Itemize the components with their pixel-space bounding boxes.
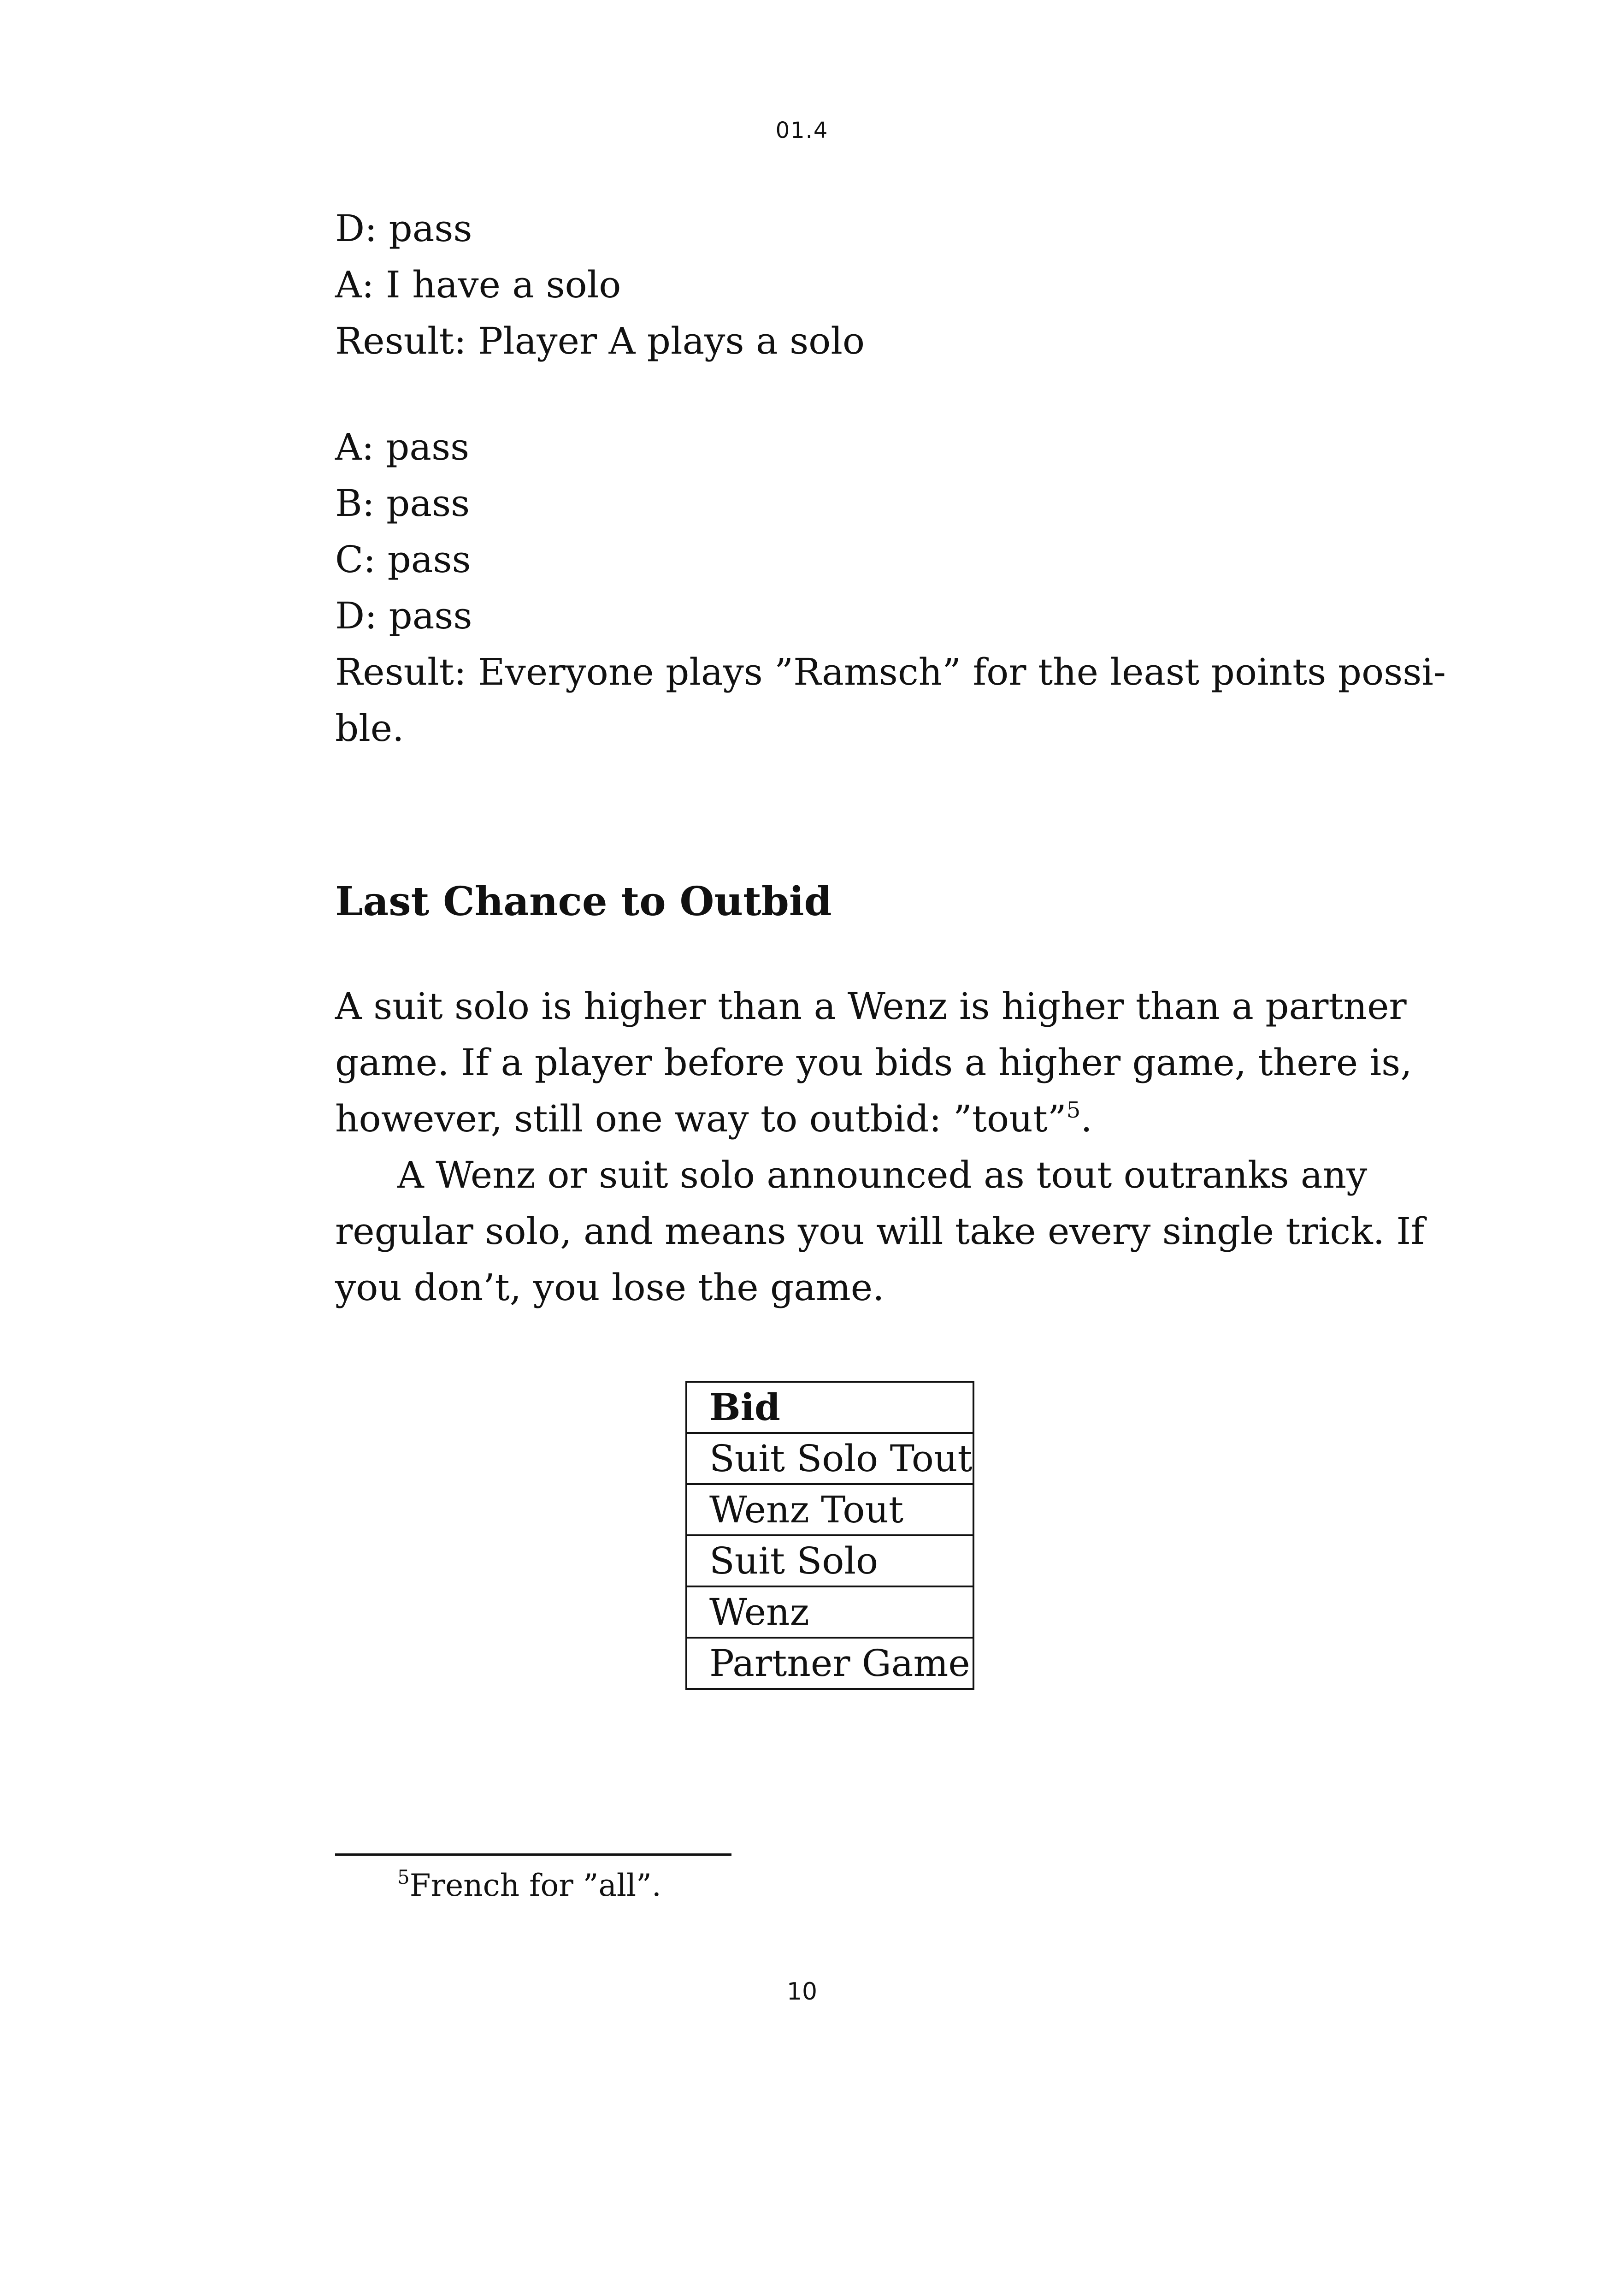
table-row	[686, 1535, 973, 1586]
table-row	[686, 1484, 973, 1535]
section-heading: Last Chance to Outbid	[335, 878, 832, 925]
bid-line: D: pass	[335, 207, 472, 250]
table-cell: Suit Solo Tout	[686, 1433, 973, 1484]
paragraph-line: regular solo, and means you will take every single trick. If	[335, 1210, 1425, 1253]
table-row	[686, 1638, 973, 1689]
table-header-row	[686, 1382, 973, 1433]
bid-result-line: Result: Everyone plays ”Ramsch” for the least points possi-	[335, 651, 1446, 693]
table-cell: Suit Solo	[686, 1535, 973, 1586]
bid-result-line: Result: Player A plays a solo	[335, 320, 865, 362]
bidding-example-2	[335, 419, 1446, 757]
paragraph-line: you don’t, you lose the game.	[335, 1266, 885, 1309]
footnote-divider	[335, 1853, 731, 1856]
body-paragraph-1	[335, 978, 1412, 1147]
paragraph-line	[335, 1091, 1328, 1147]
table-row	[686, 1433, 973, 1484]
table-header-cell: Bid	[686, 1382, 973, 1433]
bid-ranking-table	[685, 1381, 974, 1690]
footnote-text: French for ”all”.	[409, 1868, 661, 1903]
bid-line: C: pass	[335, 538, 471, 581]
paragraph-line: A suit solo is higher than a Wenz is higher than a partner	[335, 985, 1407, 1028]
bid-line: A: pass	[335, 426, 470, 468]
table-cell: Partner Game	[686, 1638, 973, 1689]
paragraph-text: however, still one way to outbid: ”tout”	[335, 1097, 1067, 1140]
page-number: 10	[786, 1978, 818, 2006]
table-cell: Wenz	[686, 1586, 973, 1638]
paragraph-line: A Wenz or suit solo announced as tout outranks any	[397, 1154, 1368, 1196]
body-paragraph-2	[335, 1147, 1425, 1316]
table-cell: Wenz Tout	[686, 1484, 973, 1535]
bid-result-line-continued: ble.	[335, 707, 404, 750]
paragraph-end: .	[1080, 1097, 1092, 1140]
bid-line: A: I have a solo	[335, 263, 621, 306]
footnote-reference[interactable]: 5	[1066, 1097, 1081, 1123]
bidding-example-1	[335, 201, 1328, 369]
footnote	[397, 1865, 661, 1906]
paragraph-line: game. If a player before you bids a higher game, there is,	[335, 1041, 1412, 1084]
bid-line: D: pass	[335, 594, 472, 637]
footnote-marker: 5	[397, 1866, 410, 1888]
bid-line: B: pass	[335, 482, 470, 525]
running-header-section-number: 01.4	[775, 118, 829, 143]
table-row	[686, 1586, 973, 1638]
